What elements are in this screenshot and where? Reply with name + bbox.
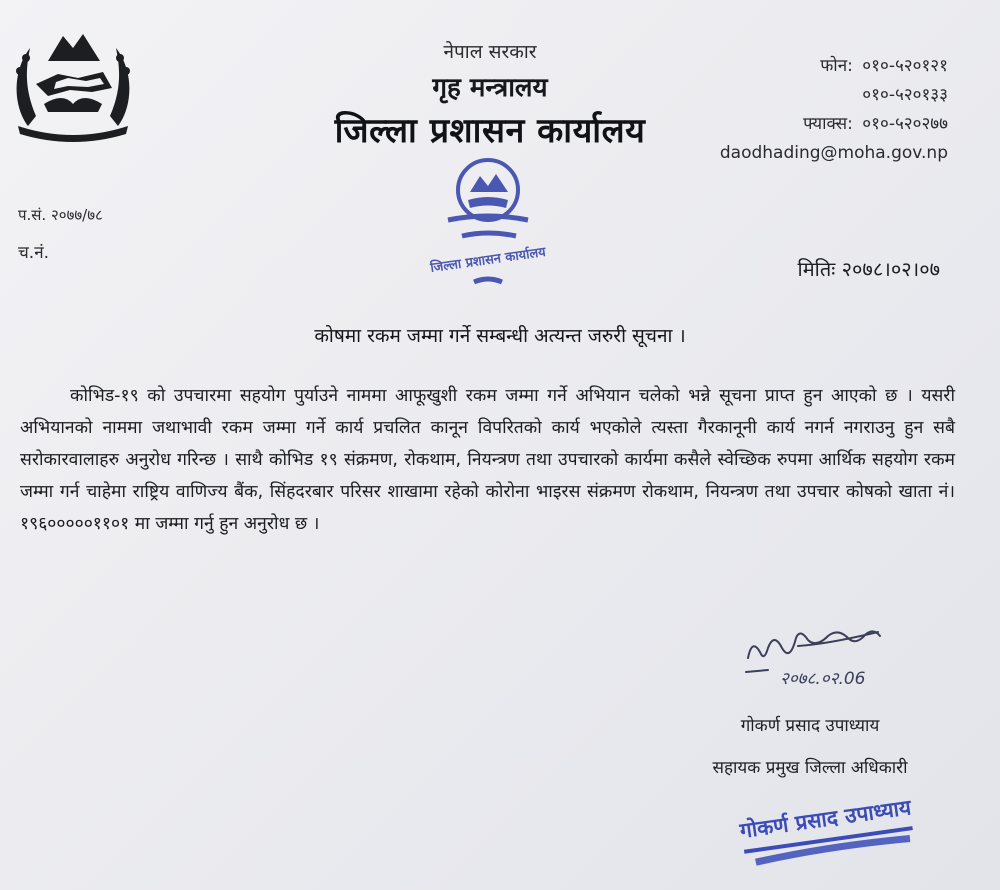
- letter-date: मितिः २०७८।०२।०७: [797, 257, 940, 281]
- office-name: जिल्ला प्रशासन कार्यालय: [334, 111, 646, 151]
- name-stamp: [712, 788, 942, 873]
- reference-number: प.सं. २०७७/७८: [18, 206, 103, 224]
- handwritten-signature: [738, 618, 918, 693]
- name-stamp-text: गोकर्ण प्रसाद उपाध्याय: [738, 795, 913, 843]
- ministry-name: गृह मन्त्रालय: [432, 73, 548, 103]
- phone-number-2: ०१०-५२०१३३: [862, 85, 948, 105]
- phone-number-1: ०१०-५२०१२१: [862, 56, 948, 76]
- nepal-emblem-icon: [8, 26, 138, 144]
- body-paragraph: कोभिड-१९ को उपचारमा सहयोग पुर्याउने नाममा आफूखुशी रकम जम्मा गर्ने अभियान चलेको भन्ने सूचना प्राप्त हुन आएको छ । यसरी अभियानको नाममा जथाभावी रकम जम्मा गर्ने कार्य प्रचलित कानून विपरितको कार्य भएकोले त्यस्ता गैरकानूनी कार्य नगर्न नगराउनु हुन सबै सरोकारवालाहरु अनुरोध गरिन्छ । साथै कोभिड १९ संक्रमण, रोकथाम, नियन्त्रण तथा उपचारको कार्यमा कसैले स्वेच्छिक रुपमा आर्थिक सहयोग रकम जम्मा गर्न चाहेमा राष्ट्रिय वाणिज्य बैंक, सिंहदरबार परिसर शाखामा रहेको कोरोना भाइरस संक्रमण रोकथाम, नियन्त्रण तथा उपचार कोषको खाता नं। १९६०००००११०१ मा जम्मा गर्नु हुन अनुरोध छ ।: [20, 386, 955, 534]
- signatory-title: सहायक प्रमुख जिल्ला अधिकारी: [712, 758, 908, 778]
- email-address: daodhading@moha.gov.np: [719, 143, 948, 163]
- phone-row-2: [720, 81, 948, 110]
- letter-subject: कोषमा रकम जम्मा गर्ने सम्बन्धी अत्यन्त जरुरी सूचना ।: [314, 325, 686, 347]
- office-stamp-text: जिल्ला प्रशासन कार्यालय: [429, 244, 547, 277]
- fax-label: फ्याक्स:: [803, 114, 853, 134]
- dispatch-number: च.नं.: [18, 243, 50, 263]
- fax-row: [720, 110, 948, 139]
- phone-label: फोन:: [820, 56, 853, 76]
- government-name: नेपाल सरकार: [443, 41, 537, 63]
- fax-number: ०१०-५२०२७७: [862, 114, 948, 134]
- office-stamp: [418, 150, 558, 310]
- contact-block: [720, 52, 948, 168]
- letter-body: [20, 380, 955, 540]
- letterhead: [300, 38, 680, 152]
- signature-date: २०७८.०२.06: [780, 669, 866, 689]
- signatory-name: गोकर्ण प्रसाद उपाध्याय: [740, 716, 880, 736]
- signatory-block: [690, 705, 930, 789]
- phone-row: [720, 52, 948, 81]
